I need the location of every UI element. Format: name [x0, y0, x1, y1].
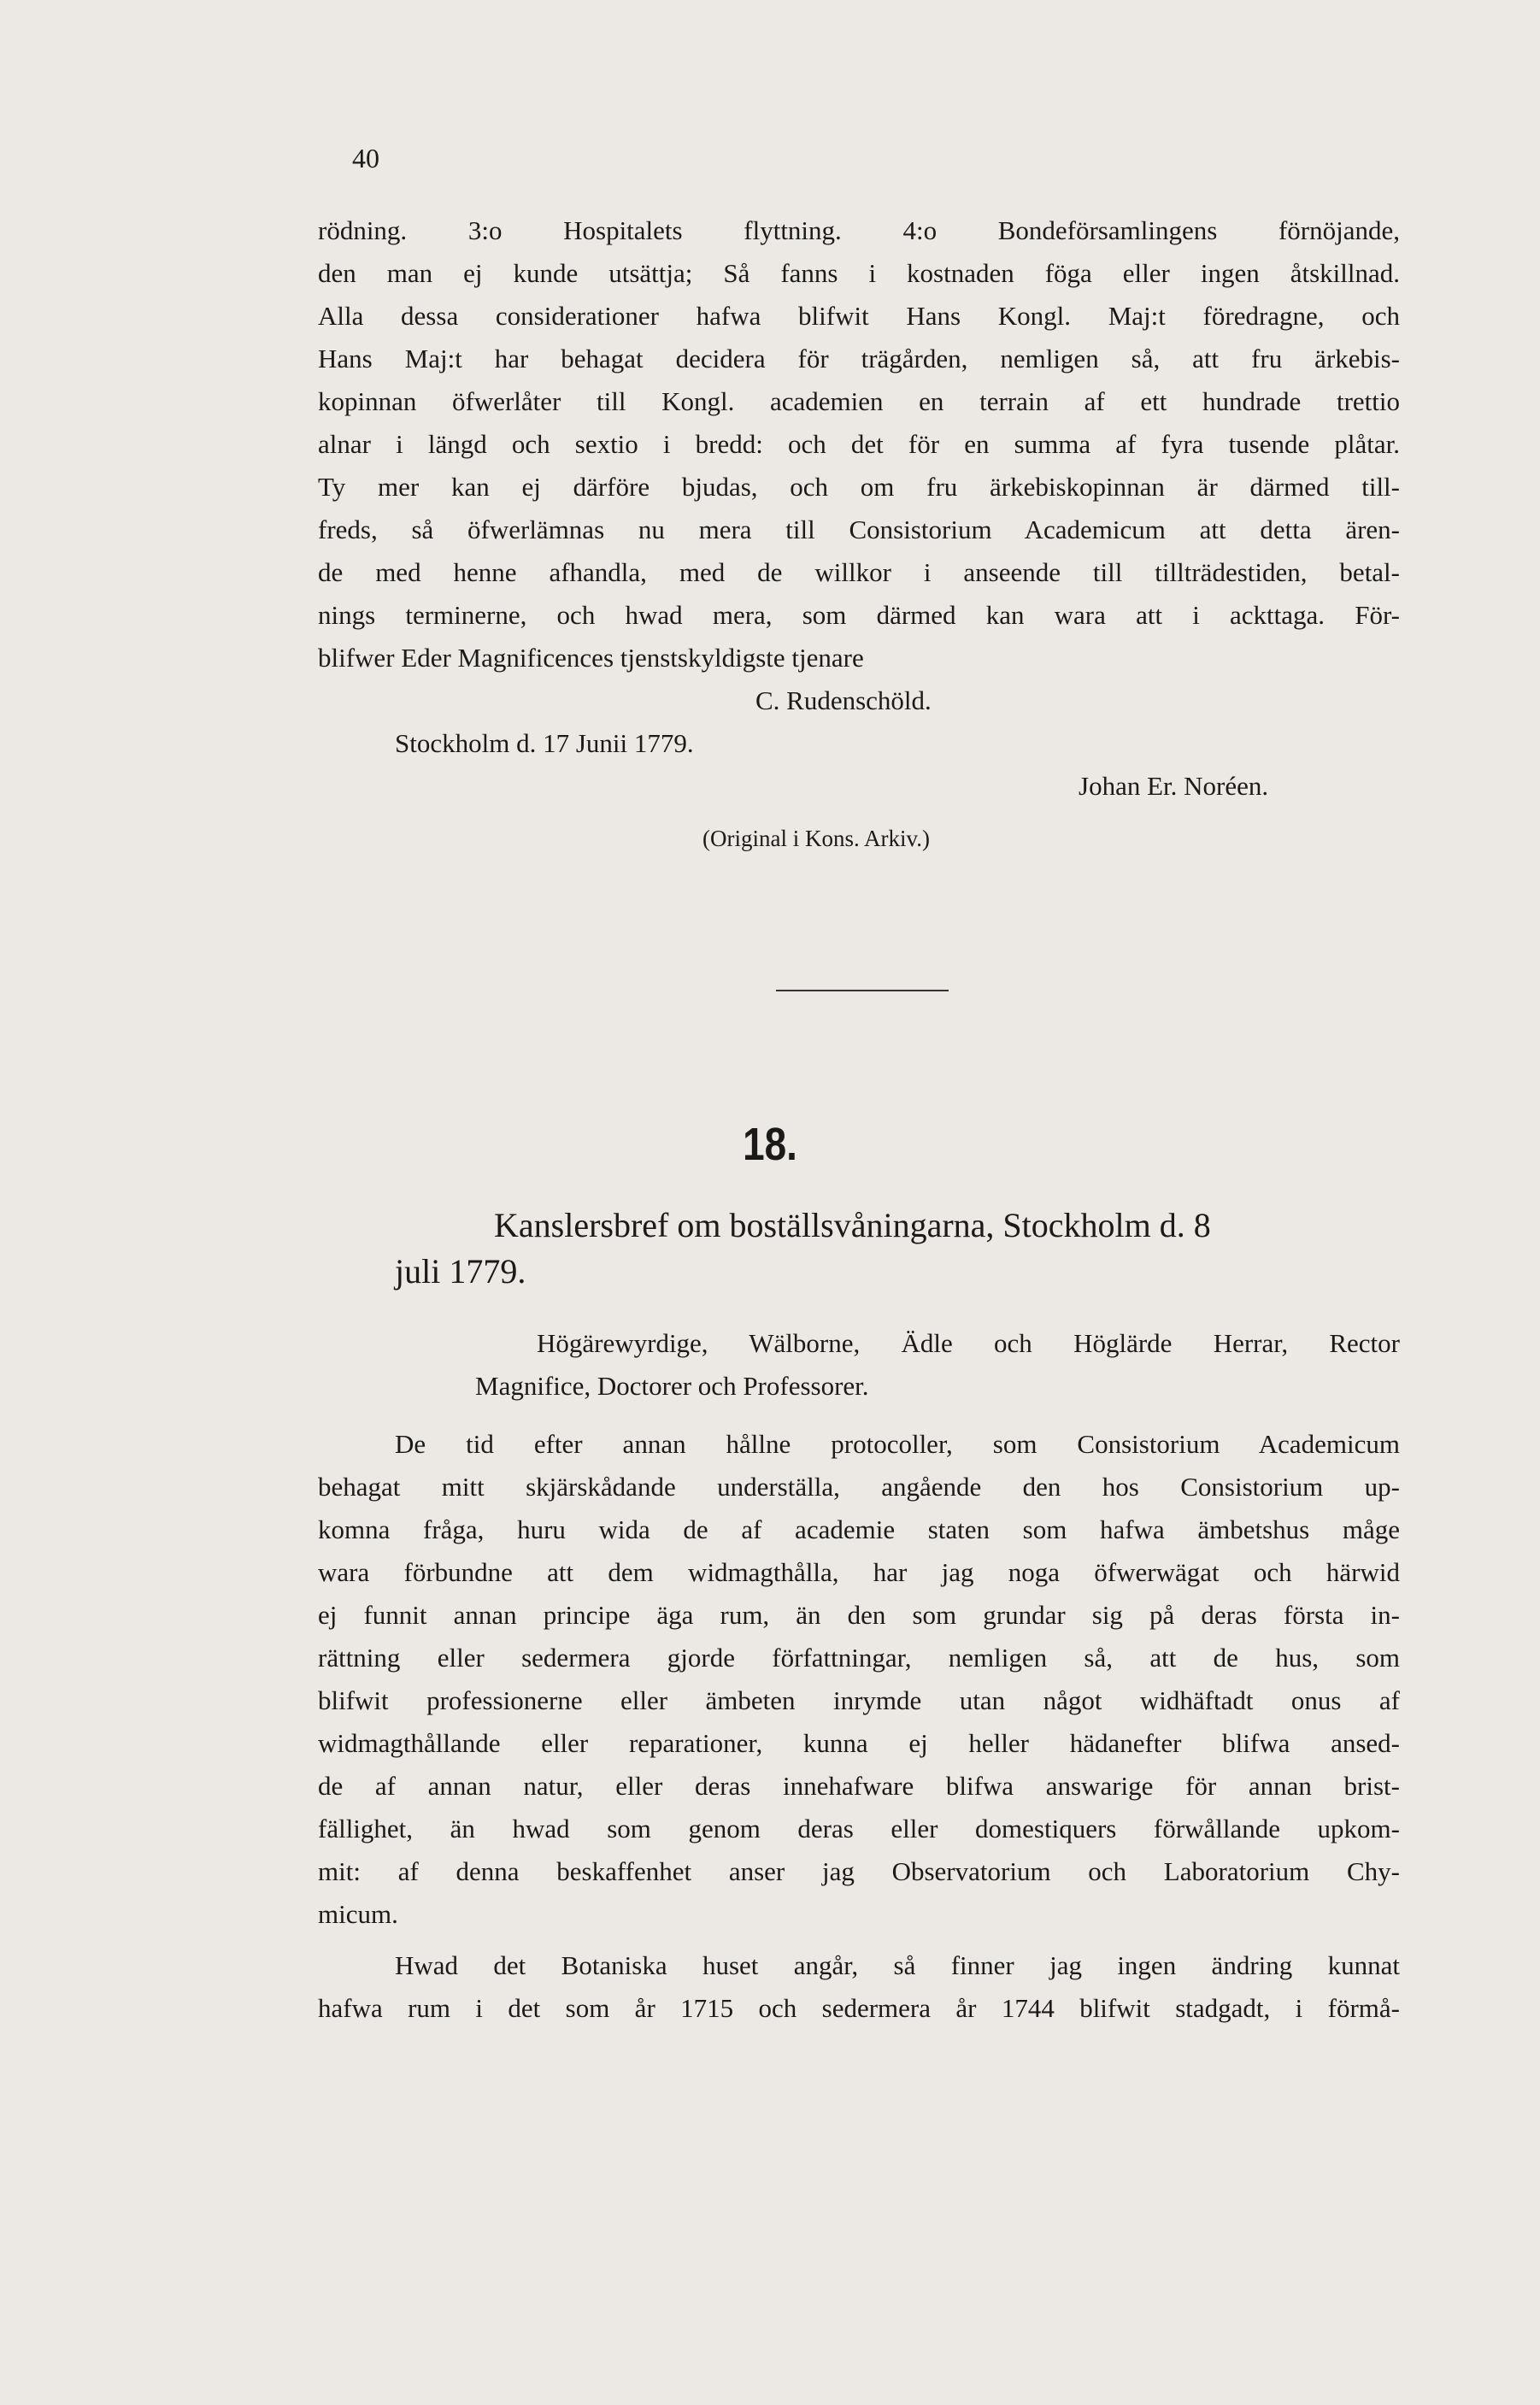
paragraph-line: blifwit professionerne eller ämbeten inrymde utan något widhäftadt onus af — [318, 1685, 1400, 1715]
paragraph-last-line: micum. — [318, 1899, 398, 1929]
paragraph-line: widmagthållande eller reparationer, kunna ej heller hädanefter blifwa ansed- — [318, 1728, 1400, 1758]
paragraph-line: mit: af denna beskaffenhet anser jag Observatorium och Laboratorium Chy- — [318, 1856, 1400, 1886]
paragraph-line: Hwad det Botaniska huset angår, så finner jag ingen ändring kunnat — [395, 1950, 1400, 1980]
paragraph-line: behagat mitt skjärskådande underställa, angående den hos Consistorium up- — [318, 1472, 1400, 1502]
document-heading-line2: juli 1779. — [395, 1252, 526, 1291]
letter-line: freds, så öfwerlämnas nu mera till Consistorium Academicum att detta ären- — [318, 515, 1400, 544]
letter-line: Ty mer kan ej därföre bjudas, och om fru ärkebiskopinnan är därmed till- — [318, 472, 1400, 502]
signature: C. Rudenschöld. — [755, 685, 932, 715]
paragraph-line: wara förbundne att dem widmagthålla, har jag noga öfwerwägat och härwid — [318, 1557, 1400, 1587]
document-number: 18. — [743, 1119, 797, 1170]
letter-line: de med henne afhandla, med de willkor i anseende till tillträdestiden, betal- — [318, 557, 1400, 587]
letter-line: nings terminerne, och hwad mera, som därmed kan wara att i ackttaga. För- — [318, 600, 1400, 630]
salutation-line2: Magnifice, Doctorer och Professorer. — [475, 1371, 869, 1401]
letter-line: kopinnan öfwerlåter till Kongl. academien en terrain af ett hundrade trettio — [318, 386, 1400, 416]
document-heading-line1: Kanslersbref om boställsvåningarna, Stockholm d. 8 — [494, 1206, 1211, 1244]
letter-line: rödning. 3:o Hospitalets flyttning. 4:o Bondeförsamlingens förnöjande, — [318, 215, 1400, 245]
paragraph-line: hafwa rum i det som år 1715 och sedermera år 1744 blifwit stadgadt, i förmå- — [318, 1993, 1400, 2023]
letter-line: Hans Maj:t har behagat decidera för trägården, nemligen så, att fru ärkebis- — [318, 344, 1400, 373]
page-number: 40 — [352, 143, 379, 173]
place-date: Stockholm d. 17 Junii 1779. — [395, 728, 694, 758]
divider-rule — [776, 990, 949, 991]
paragraph-line: ej funnit annan principe äga rum, än den som grundar sig på deras första in- — [318, 1600, 1400, 1630]
paragraph-line: komna fråga, huru wida de af academie staten som hafwa ämbetshus måge — [318, 1514, 1400, 1544]
paragraph-line: De tid efter annan hållne protocoller, som Consistorium Academicum — [395, 1429, 1400, 1459]
letter-line: alnar i längd och sextio i bredd: och det för en summa af fyra tusende plåtar. — [318, 429, 1400, 459]
paragraph-line: rättning eller sedermera gjorde författningar, nemligen så, att de hus, som — [318, 1643, 1400, 1673]
letter-closing-line: blifwer Eder Magnificences tjenstskyldigste tjenare — [318, 643, 864, 673]
letter-line: Alla dessa considerationer hafwa blifwit Hans Kongl. Maj:t föredragne, och — [318, 301, 1400, 331]
source-note: (Original i Kons. Arkiv.) — [702, 826, 930, 851]
paragraph-line: fällighet, än hwad som genom deras eller domestiquers förwållande upkom- — [318, 1814, 1400, 1843]
salutation-line1: Högärewyrdige, Wälborne, Ädle och Höglärde Herrar, Rector — [537, 1328, 1400, 1358]
editor-name: Johan Er. Noréen. — [1079, 771, 1269, 801]
paragraph-line: de af annan natur, eller deras innehafware blifwa answarige för annan brist- — [318, 1771, 1400, 1801]
letter-line: den man ej kunde utsättja; Så fanns i kostnaden föga eller ingen åtskillnad. — [318, 258, 1400, 288]
